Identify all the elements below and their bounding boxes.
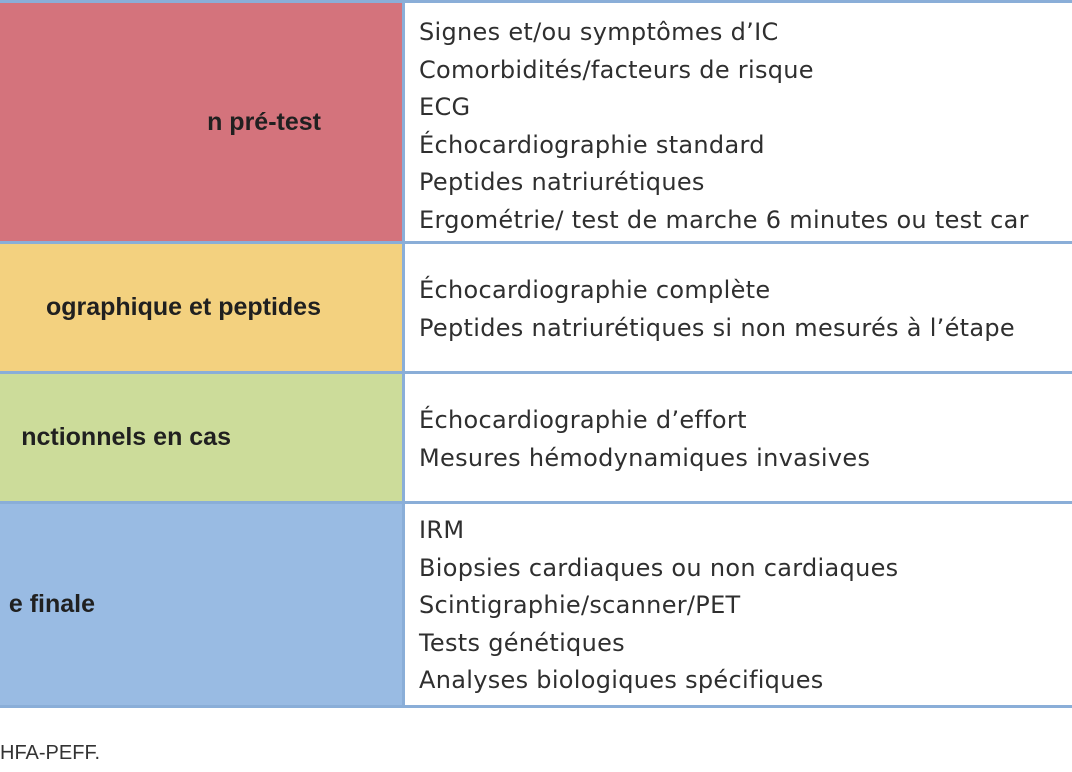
list-item: Mesures hémodynamiques invasives xyxy=(419,443,871,472)
table-border-bottom xyxy=(0,705,1072,708)
row-divider xyxy=(0,241,1072,244)
stage-label-pretest: n pré-test xyxy=(207,107,321,136)
list-item: Échocardiographie d’effort xyxy=(419,406,747,434)
stage-items-echo-peptides xyxy=(405,244,1072,371)
list-item: Comorbidités/facteurs de risque xyxy=(419,55,814,84)
list-item: Analyses biologiques spécifiques xyxy=(419,666,824,694)
stage-items-pretest xyxy=(405,3,1072,241)
list-item: Scintigraphie/scanner/PET xyxy=(419,591,741,619)
list-item: Peptides natriurétiques xyxy=(419,168,705,196)
list-item: Tests génétiques xyxy=(419,628,625,657)
stage-items-final xyxy=(405,504,1072,705)
stage-label-functional: nctionnels en cas xyxy=(21,423,231,451)
column-divider xyxy=(402,0,405,708)
row-divider xyxy=(0,501,1072,504)
list-item: IRM xyxy=(419,516,465,544)
stage-cell-final xyxy=(0,504,403,705)
stage-label-final: e finale xyxy=(8,590,95,618)
table-border-top xyxy=(0,0,1072,3)
stage-label-echo-peptides: ographique et peptides xyxy=(45,293,321,321)
list-item: ECG xyxy=(419,93,471,121)
list-item: Peptides natriurétiques si non mesurés à l’étape xyxy=(419,313,1015,342)
stage-items-functional xyxy=(405,374,1072,501)
list-item: Échocardiographie complète xyxy=(419,276,771,304)
stage-cell-functional xyxy=(0,374,403,501)
table-footnote: HFA-PEFF. xyxy=(0,742,101,764)
list-item: Signes et/ou symptômes d’IC xyxy=(419,18,779,46)
stage-cell-pretest xyxy=(0,3,403,241)
list-item: Échocardiographie standard xyxy=(419,130,765,159)
list-item: Biopsies cardiaques ou non cardiaques xyxy=(419,553,899,582)
list-item: Ergométrie/ test de marche 6 minutes ou test car xyxy=(419,205,1029,234)
stage-cell-echo-peptides xyxy=(0,244,403,371)
row-divider xyxy=(0,371,1072,374)
